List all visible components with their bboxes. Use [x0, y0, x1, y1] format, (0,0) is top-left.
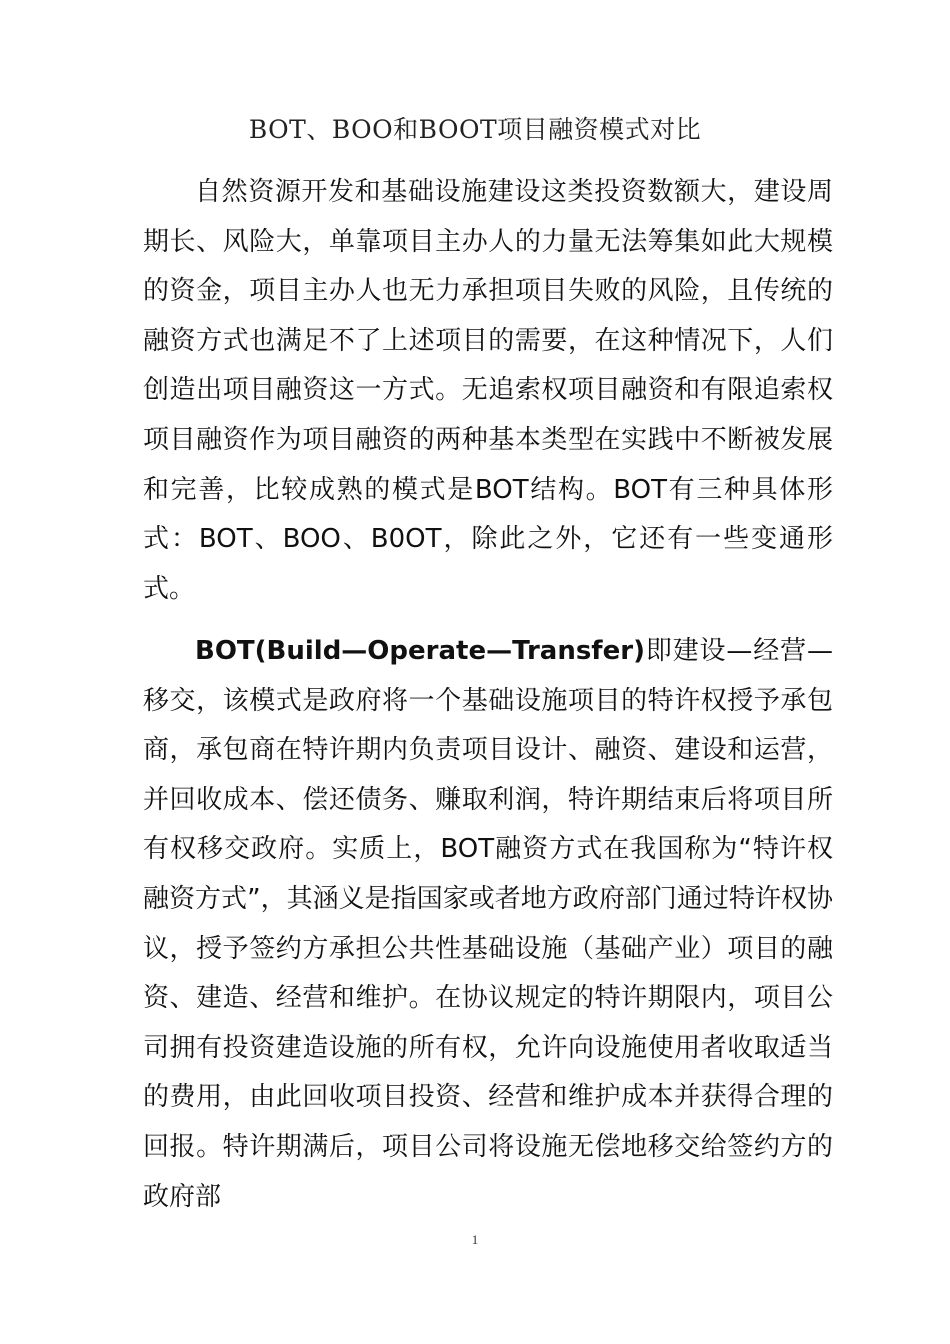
paragraph-intro-text: 自然资源开发和基础设施建设这类投资数额大，建设周期长、风险大，单靠项目主办人的力量无法筹集如此大规模的资金，项目主办人也无力承担项目失败的风险，且传统的融资方式也满足不了上述项目的需要，在这种情况下，人们创造出项目融资这一方式。无追索权项目融资和有限追索权项目融资作为项目融资的两种基本类型在实践中不断被发展和完善，比较成熟的模式是BOT结构。BOT有三种具体形式：BOT、BOO、B0OT，除此之外，它还有一些变通形式。 — [143, 177, 833, 604]
page-number: 1 — [471, 1232, 479, 1247]
paragraph-bot-text — [143, 627, 833, 1222]
paragraph-bot — [143, 627, 833, 1222]
document-title: BOT、BOO和BOOT项目融资模式对比 — [248, 115, 702, 144]
paragraph-bot-lead: BOT(Build—Operate—Transfer) — [195, 636, 645, 666]
paragraph-bot-body: 即建设—经营—移交，该模式是政府将一个基础设施项目的特许权授予承包商，承包商在特许期内负责项目设计、融资、建设和运营，并回收成本、偿还债务、赚取利润，特许期结束后将项目所有权移交政府。实质上，BOT融资方式在我国称为“特许权融资方式”，其涵义是指国家或者地方政府部门通过特许权协议，授予签约方承担公共性基础设施（基础产业）项目的融资、建造、经营和维护。在协议规定的特许期限内，项目公司拥有投资建造设施的所有权，允许向设施使用者收取适当的费用，由此回收项目投资、经营和维护成本并获得合理的回报。特许期满后，项目公司将设施无偿地移交给签约方的政府部 — [143, 636, 833, 1212]
paragraph-intro — [143, 168, 833, 614]
